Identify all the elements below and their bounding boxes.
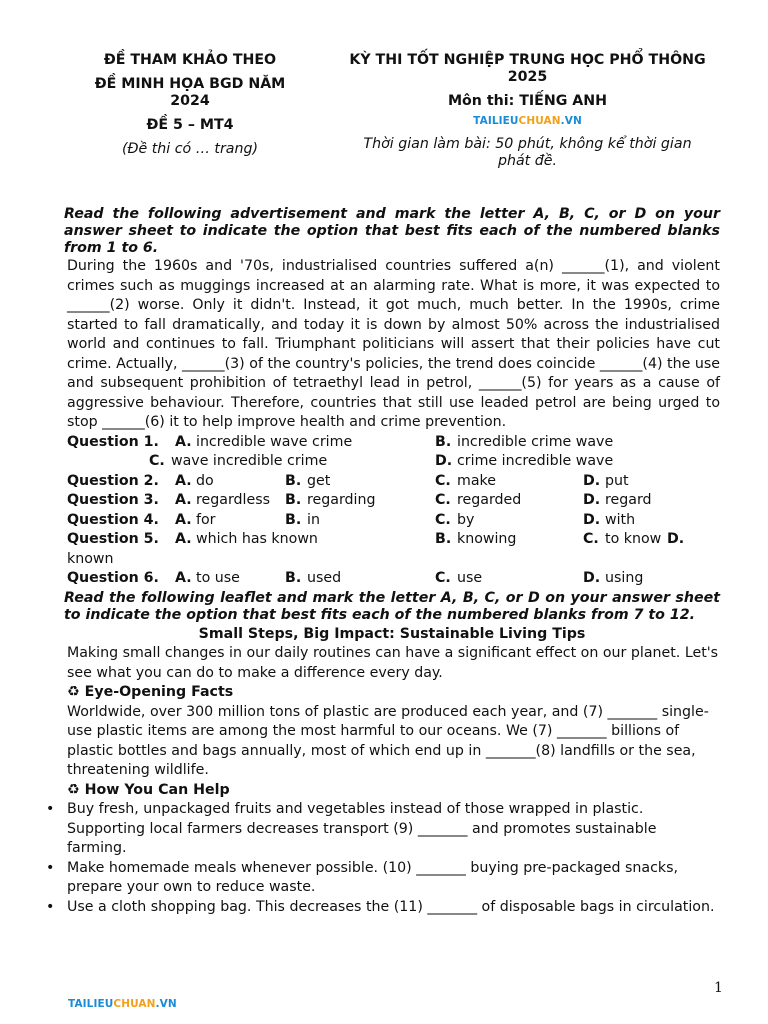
option-b-label: B.	[285, 492, 302, 508]
option-c: use	[457, 570, 483, 586]
option-d: using	[605, 570, 644, 586]
option-c-label: C.	[435, 570, 451, 586]
option-a: for	[196, 511, 216, 528]
header-logo	[330, 113, 725, 130]
logo-part-b: CHUAN	[113, 998, 156, 1010]
header-left-line2: ĐỀ MINH HỌA BGD NĂM	[94, 76, 286, 92]
page-number: 1	[714, 980, 723, 996]
help-list-item: • Buy fresh, unpackaged fruits and vegetables instead of those wrapped in plastic. Supporting local farmers decreases transport (9) _______ and promotes sustainable farming.	[67, 800, 720, 859]
question-label: Question 4.	[67, 511, 159, 528]
option-a: to use	[196, 570, 240, 586]
option-d-label: D.	[583, 511, 601, 528]
option-b-label: B.	[285, 511, 302, 528]
facts-heading: ♻ Eye-Opening Facts	[67, 684, 234, 700]
option-b-label: B.	[435, 531, 452, 547]
option-c-label: C.	[435, 472, 451, 489]
option-a: incredible wave crime	[196, 433, 353, 450]
logo-part-c: .VN	[155, 998, 177, 1010]
part2-instruction: Read the following leaflet and mark the letter A, B, C, or D on your answer sheet to indicate the option that best fits each of the numbered blanks from 7 to 12.	[64, 589, 720, 623]
option-d-label: D.	[583, 570, 601, 586]
logo-part-a: TAILIEU	[473, 115, 519, 127]
option-a-label: A.	[175, 531, 192, 547]
option-b: used	[307, 570, 342, 586]
question-5-row2	[67, 550, 720, 570]
option-c-label: C.	[149, 453, 165, 469]
option-d-label: D.	[583, 492, 601, 508]
leaflet-intro: Making small changes in our daily routines can have a significant effect on our planet. Let's see what you can do to make a difference every day.	[67, 645, 719, 681]
option-d: regard	[605, 492, 652, 508]
option-d: known	[67, 550, 114, 567]
option-c: by	[457, 511, 475, 528]
help-list	[64, 800, 720, 917]
part1-instruction: Read the following advertisement and mark the letter A, B, C, or D on your answer sheet to indicate the option that best fits each of the numbered blanks from 1 to 6.	[64, 206, 720, 256]
question-2-row	[67, 472, 720, 492]
option-b: in	[307, 511, 320, 528]
option-b: get	[307, 472, 331, 489]
help-heading: ♻ How You Can Help	[67, 781, 230, 798]
question-1-row2	[67, 452, 720, 472]
option-d-label: D.	[667, 531, 685, 547]
option-c: to know	[605, 531, 662, 547]
option-a: regardless	[196, 492, 270, 508]
option-c: wave incredible crime	[171, 453, 328, 469]
option-c-label: C.	[583, 531, 599, 547]
question-3-row	[67, 491, 720, 511]
question-label: Question 2.	[67, 472, 159, 489]
header-right-subject: Môn thi: TIẾNG ANH	[447, 93, 608, 109]
option-d-label: D.	[583, 472, 601, 489]
document-header	[0, 50, 768, 190]
logo-part-a: TAILIEU	[68, 998, 114, 1010]
question-1-row1	[67, 433, 720, 453]
option-b: regarding	[307, 492, 376, 508]
logo-part-b: CHUAN	[518, 115, 561, 127]
leaflet-title: Small Steps, Big Impact: Sustainable Living Tips	[198, 625, 586, 642]
option-a-label: A.	[175, 433, 192, 450]
option-a: which has known	[196, 531, 318, 547]
header-right-time-line1: Thời gian làm bài: 50 phút, không kể thời gian	[363, 136, 692, 152]
question-label: Question 5.	[67, 531, 159, 547]
question-5-row1	[67, 530, 720, 550]
document-body	[64, 206, 720, 917]
footer-logo	[68, 998, 177, 1010]
option-b-label: B.	[285, 570, 302, 586]
option-a-label: A.	[175, 472, 192, 489]
header-left-line1: ĐỀ THAM KHẢO THEO	[103, 52, 277, 68]
header-right	[330, 50, 725, 170]
option-d-label: D.	[435, 453, 453, 469]
help-list-item: • Make homemade meals whenever possible. (10) _______ buying pre-packaged snacks, prepare your own to reduce waste.	[67, 859, 720, 898]
option-a: do	[196, 472, 214, 489]
question-label: Question 6.	[67, 570, 159, 586]
option-b: knowing	[457, 531, 517, 547]
option-c: regarded	[457, 492, 522, 508]
option-b: incredible crime wave	[457, 433, 614, 450]
header-left-page-note: (Đề thi có … trang)	[121, 141, 259, 157]
part1-passage: During the 1960s and '70s, industrialised countries suffered a(n) ______(1), and violent crimes such as muggings increased at an alarming rate. What is more, it was expected to ______(2) worse. Only it didn't. Instead, it got much, much better. In the 1990s, crime started to fall dramatically, and today it is down by almost 50% across the industrialised world and continues to fall. Triumphant politicians will assert that their policies have cut crime. Actually, ______(3) of the country's policies, the trend does coincide ______(4) the use and subsequent prohibition of tetraethyl lead in petrol, ______(5) for years as a cause of aggressive behaviour. Therefore, countries that still use leaded petrol are being urged to stop ______(6) it to help improve health and crime prevention.	[67, 258, 720, 430]
option-a-label: A.	[175, 511, 192, 528]
option-d: put	[605, 472, 629, 489]
header-left	[70, 50, 310, 158]
option-c-label: C.	[435, 492, 451, 508]
option-d: crime incredible wave	[457, 453, 614, 469]
option-c-label: C.	[435, 511, 451, 528]
question-6-row	[67, 569, 720, 589]
logo-part-c: .VN	[560, 115, 582, 127]
option-d: with	[605, 511, 636, 528]
question-label: Question 1.	[67, 433, 159, 450]
option-b-label: B.	[435, 433, 452, 450]
header-left-line3: 2024	[170, 93, 210, 109]
header-right-time-line2: phát đề.	[497, 153, 557, 169]
header-right-exam-title: KỲ THI TỐT NGHIỆP TRUNG HỌC PHỔ THÔNG	[349, 52, 706, 68]
option-b-label: B.	[285, 472, 302, 489]
header-right-year: 2025	[507, 69, 548, 85]
option-a-label: A.	[175, 492, 192, 508]
question-4-row	[67, 511, 720, 531]
help-list-item: • Use a cloth shopping bag. This decreases the (11) _______ of disposable bags in circulation.	[67, 898, 720, 918]
header-left-exam-code: ĐỀ 5 – MT4	[146, 117, 234, 133]
facts-text: Worldwide, over 300 million tons of plastic are produced each year, and (7) _______ single-use plastic items are among the most harmful to our oceans. We (7) _______ billions of plastic bottles and bags annually, most of which end up in _______(8) landfills or the sea, threatening wildlife.	[67, 703, 709, 778]
option-c: make	[457, 472, 496, 489]
question-label: Question 3.	[67, 492, 159, 508]
option-a-label: A.	[175, 570, 192, 586]
